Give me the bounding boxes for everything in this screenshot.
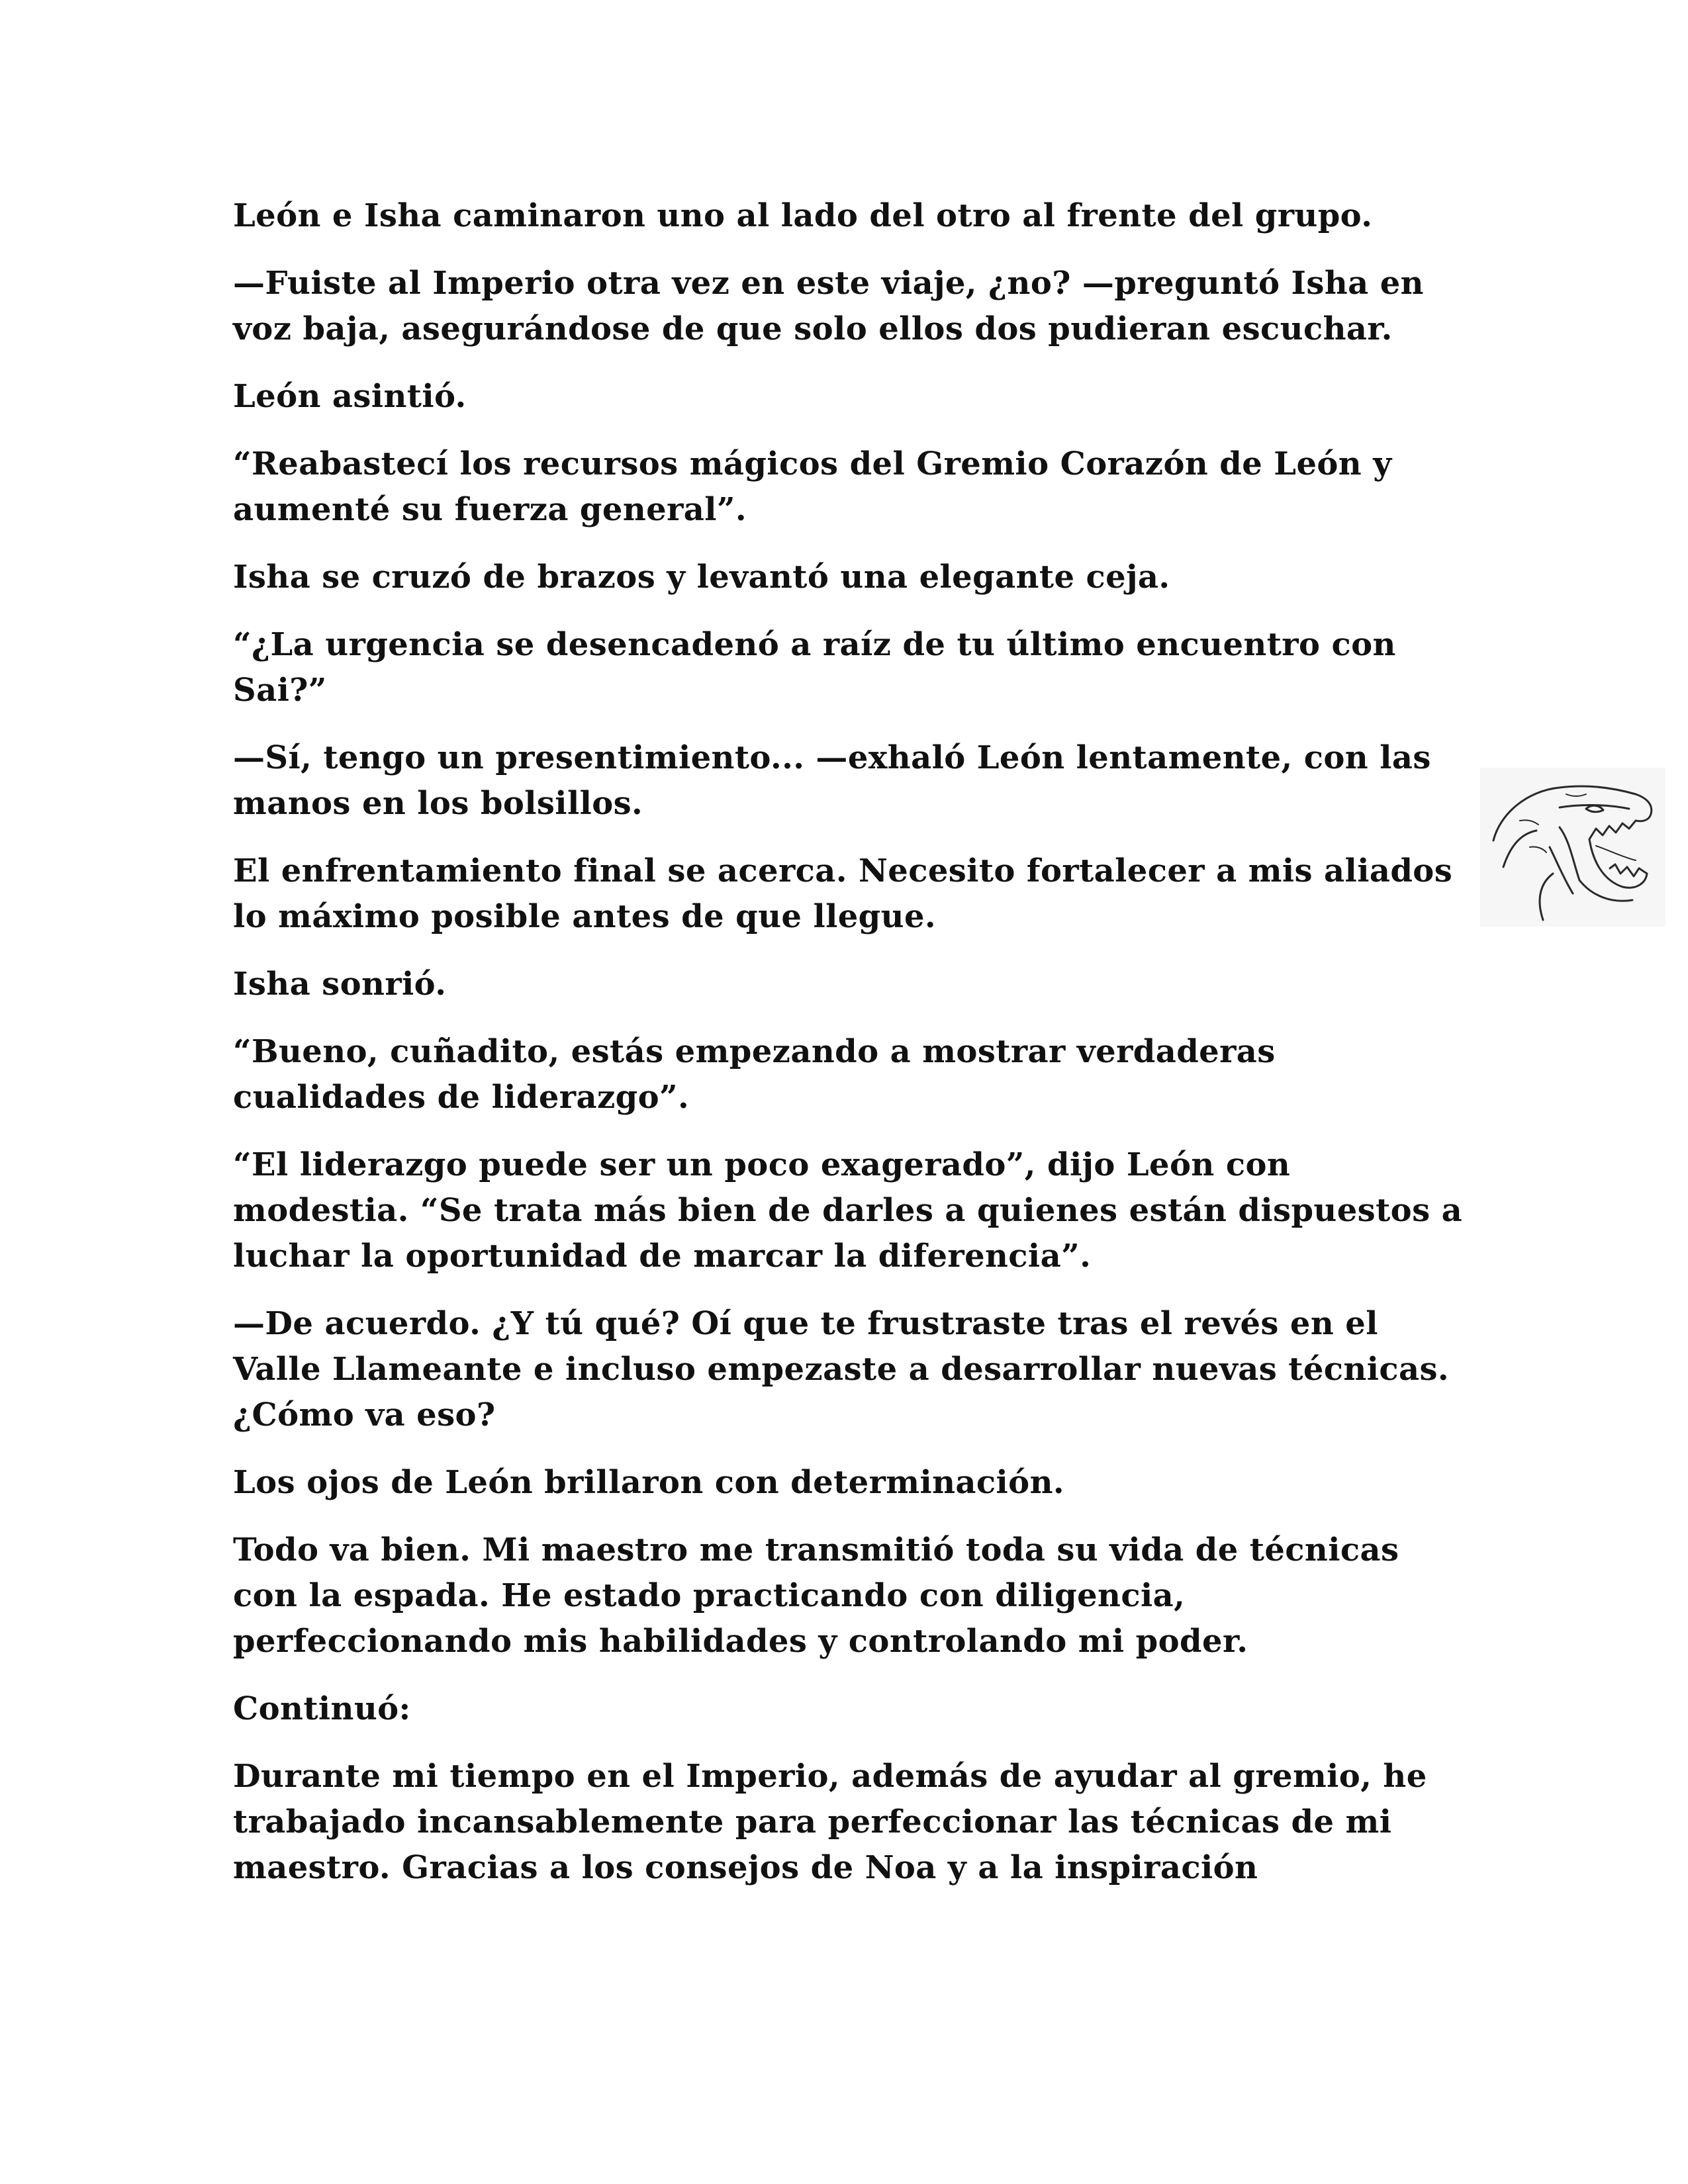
paragraph: —De acuerdo. ¿Y tú qué? Oí que te frustraste tras el revés en el Valle Llameante e incluso empezaste a desarrollar nuevas técnicas. ¿Cómo va eso? [233, 1305, 1450, 1433]
paragraph: Durante mi tiempo en el Imperio, además de ayudar al gremio, he trabajado incansablemente para perfeccionar las técnicas de mi maestro. Gracias a los consejos de Noa y a la inspiración [233, 1758, 1427, 1886]
dinosaur-head-sketch-icon [1480, 768, 1665, 927]
paragraph: El enfrentamiento final se acerca. Necesito fortalecer a mis aliados lo máximo posible antes de que llegue. [233, 852, 1453, 935]
body-text [233, 193, 1464, 1913]
paragraph: “Reabastecí los recursos mágicos del Gremio Corazón de León y aumenté su fuerza general”. [233, 445, 1392, 528]
paragraph: Continuó: [233, 1690, 411, 1727]
paragraph: León asintió. [233, 378, 467, 415]
paragraph: Isha se cruzó de brazos y levantó una elegante ceja. [233, 559, 1170, 596]
paragraph: “El liderazgo puede ser un poco exagerado”, dijo León con modestia. “Se trata más bien de darles a quienes están dispuestos a luchar la oportunidad de marcar la diferencia”. [233, 1146, 1463, 1275]
paragraph: Todo va bien. Mi maestro me transmitió toda su vida de técnicas con la espada. He estado practicando con diligencia, perfeccionando mis habilidades y controlando mi poder. [233, 1531, 1399, 1660]
paragraph: Los ojos de León brillaron con determinación. [233, 1464, 1064, 1501]
paragraph: “Bueno, cuñadito, estás empezando a mostrar verdaderas cualidades de liderazgo”. [233, 1033, 1276, 1116]
paragraph: —Sí, tengo un presentimiento... —exhaló León lentamente, con las manos en los bolsillos. [233, 739, 1431, 822]
paragraph: —Fuiste al Imperio otra vez en este viaje, ¿no? —preguntó Isha en voz baja, asegurándose de que solo ellos dos pudieran escuchar. [233, 265, 1424, 347]
paragraph: León e Isha caminaron uno al lado del otro al frente del grupo. [233, 197, 1373, 234]
paragraph: “¿La urgencia se desencadenó a raíz de tu último encuentro con Sai?” [233, 626, 1396, 709]
paragraph: Isha sonrió. [233, 966, 447, 1003]
